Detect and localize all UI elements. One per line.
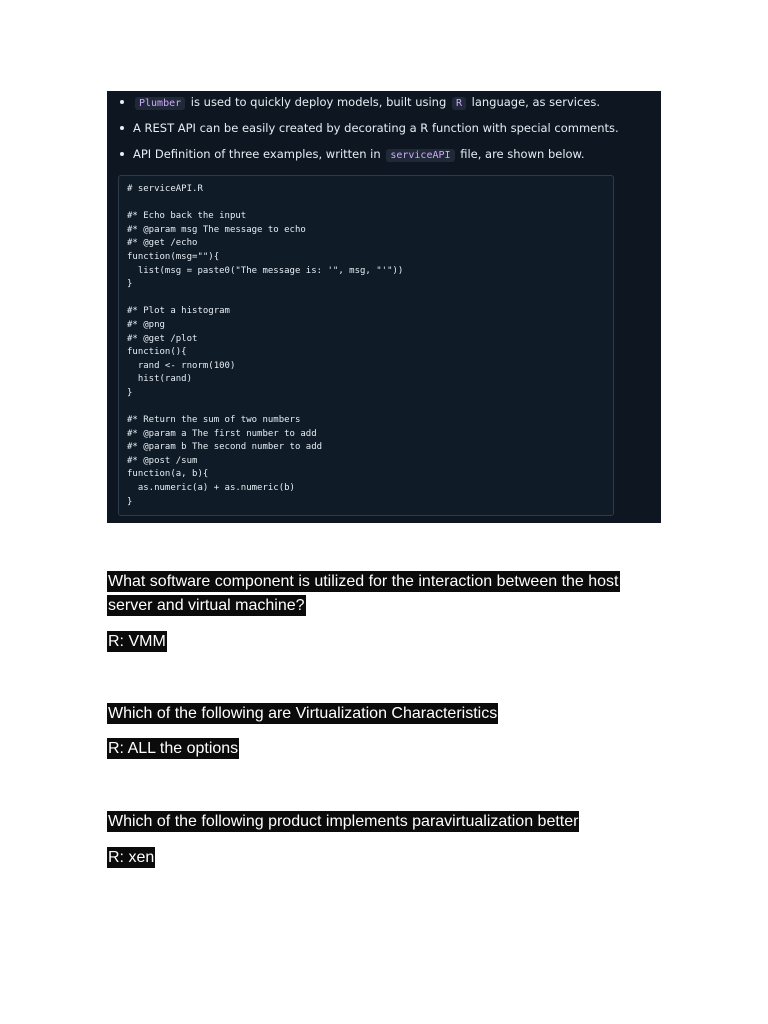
- bullet-item-rest-api: [133, 120, 619, 136]
- code-line: as.numeric(a) + as.numeric(b): [127, 483, 295, 494]
- code-line: #* @param a The first number to add: [127, 428, 317, 439]
- inline-code-r: R: [452, 97, 466, 110]
- code-block: [118, 175, 614, 516]
- code-line: #* Echo back the input: [127, 211, 247, 222]
- inline-code-serviceapi: serviceAPI: [386, 149, 454, 162]
- code-line: #* @param msg The message to echo: [127, 224, 306, 235]
- bullet-text: A REST API can be easily created by decorating a R function with special comments.: [133, 121, 619, 135]
- code-line: }: [127, 279, 133, 290]
- code-line: [127, 197, 605, 211]
- code-line: #* @get /plot: [127, 333, 198, 344]
- answer-3: R: xen: [108, 849, 155, 866]
- bullet-text: file, are shown below.: [456, 147, 585, 161]
- embedded-screenshot: [107, 91, 661, 523]
- code-line: #* @post /sum: [127, 455, 198, 466]
- code-line: function(a, b){: [127, 469, 209, 480]
- code-line: #* Plot a histogram: [127, 306, 230, 317]
- question-2: Which of the following are Virtualization Characteristics: [108, 705, 498, 722]
- question-1-line-2: server and virtual machine?: [108, 597, 305, 614]
- code-line: #* @get /echo: [127, 238, 198, 249]
- code-line: #* @param b The second number to add: [127, 442, 323, 453]
- code-line: hist(rand): [127, 374, 193, 385]
- question-1-line-1: What software component is utilized for the interaction between the host: [108, 573, 619, 590]
- bullet-text: API Definition of three examples, written in: [133, 147, 385, 161]
- code-line: function(){: [127, 347, 187, 358]
- code-line: }: [127, 387, 133, 398]
- bullet-item-plumber: [133, 94, 600, 112]
- answer-1: R: VMM: [108, 633, 166, 650]
- code-line: [127, 401, 605, 415]
- question-3: Which of the following product implements paravirtualization better: [108, 813, 579, 830]
- code-line: [127, 292, 605, 306]
- code-line: function(msg=""){: [127, 251, 220, 262]
- code-line: # serviceAPI.R: [127, 184, 203, 194]
- bullet-text: is used to quickly deploy models, built using: [187, 95, 450, 109]
- code-line: #* Return the sum of two numbers: [127, 415, 301, 426]
- code-line: list(msg = paste0("The message is: '", msg, "'")): [127, 265, 404, 276]
- bullet-item-api-definition: [133, 146, 585, 164]
- bullet-text: language, as services.: [467, 95, 601, 109]
- answer-2: R: ALL the options: [108, 740, 239, 757]
- code-line: }: [127, 496, 133, 507]
- inline-code-plumber: Plumber: [135, 97, 185, 110]
- code-line: rand <- rnorm(100): [127, 360, 236, 371]
- code-line: #* @png: [127, 319, 165, 330]
